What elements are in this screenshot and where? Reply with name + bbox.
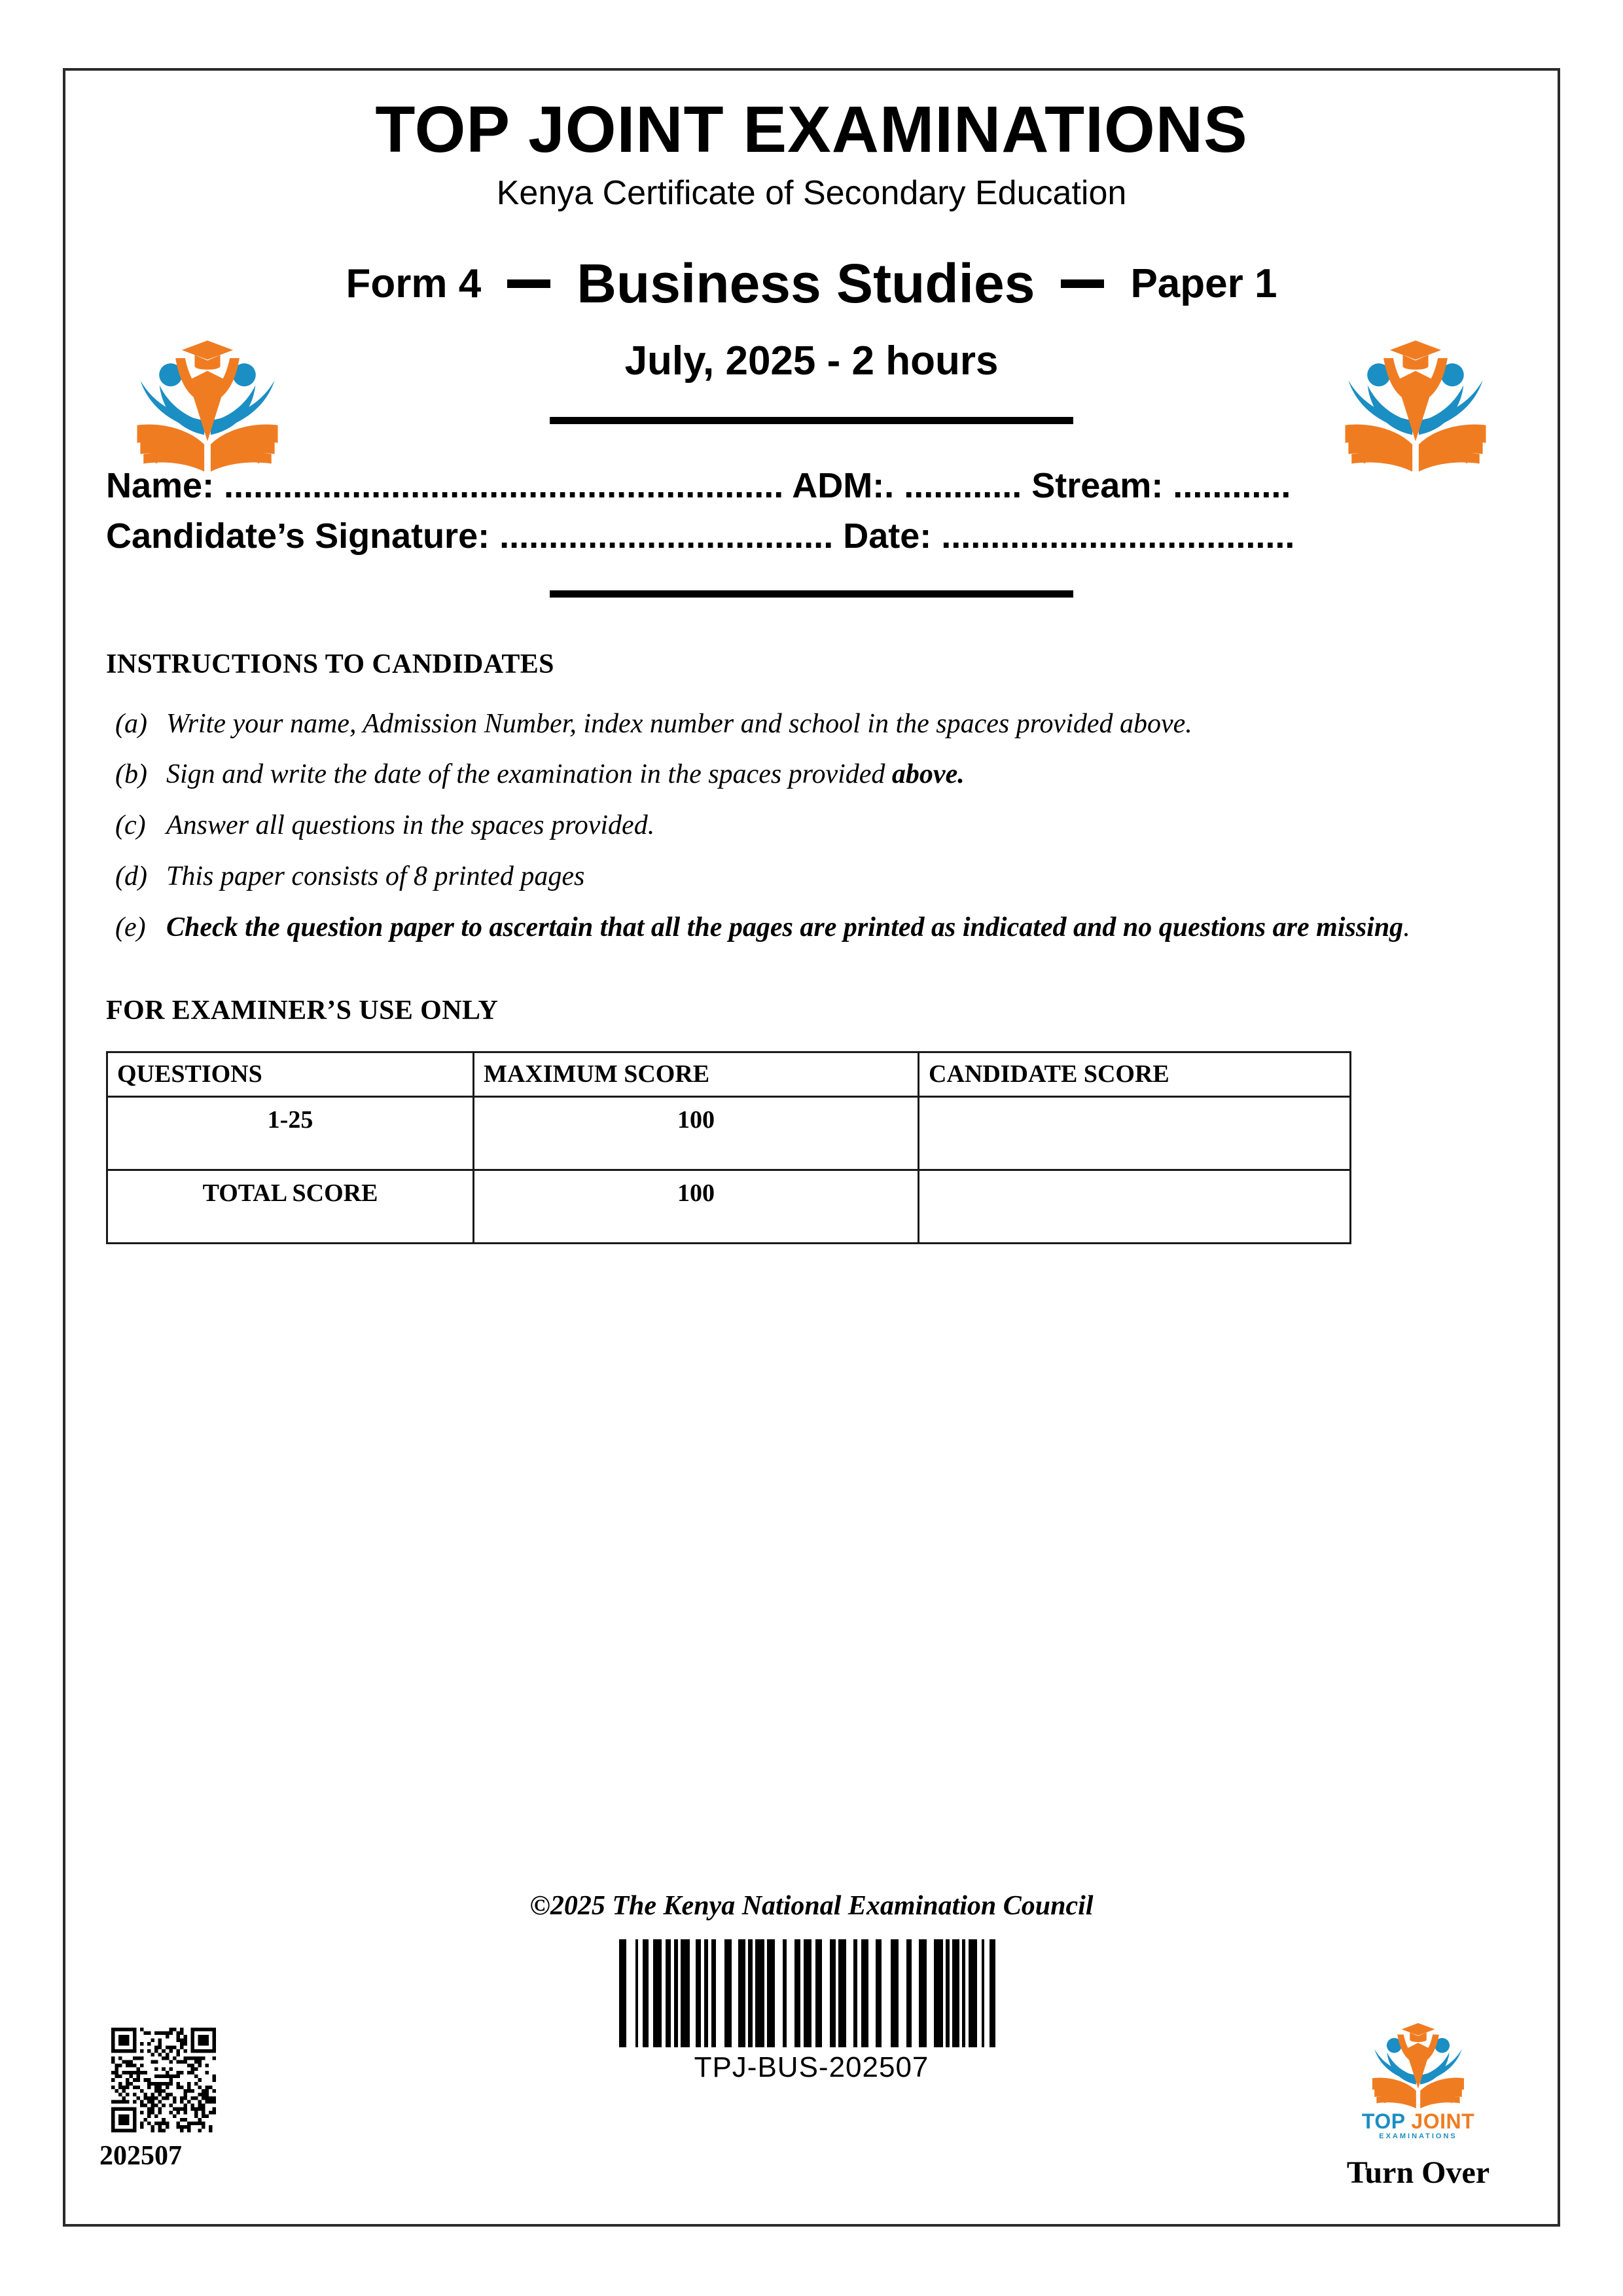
barcode-label: TPJ-BUS-202507 xyxy=(694,2051,929,2083)
barcode-icon xyxy=(582,1939,1041,2047)
form-label: Form 4 xyxy=(346,260,482,306)
column-header-questions: QUESTIONS xyxy=(107,1052,474,1096)
list-item xyxy=(106,856,1558,898)
divider-rule-bottom xyxy=(550,590,1073,598)
list-text-suffix: . xyxy=(1403,912,1410,942)
list-marker: (e) xyxy=(115,912,146,942)
list-text xyxy=(166,754,1558,796)
top-joint-logo-right xyxy=(1334,332,1497,473)
list-text-main: Sign and write the date of the examination in the spaces provided xyxy=(166,759,892,790)
table-row xyxy=(107,1170,1351,1243)
list-text: Write your name, Admission Number, index number and school in the spaces provided above. xyxy=(166,708,1192,739)
list-text xyxy=(166,907,1558,949)
instructions-list xyxy=(65,704,1558,949)
cell-total-candidate-score[interactable] xyxy=(919,1170,1351,1243)
graduate-book-icon xyxy=(1334,332,1497,473)
list-marker: (b) xyxy=(115,759,147,790)
list-marker: (c) xyxy=(115,810,146,841)
turnover-block xyxy=(1310,2018,1526,2191)
list-item xyxy=(106,754,1558,796)
cell-total-maximum-score: 100 xyxy=(474,1170,919,1243)
wordmark-joint: JOINT xyxy=(1411,2109,1475,2133)
name-adm-stream-line[interactable]: Name: ......................................................... ADM:. ............ Stream: ............ xyxy=(106,466,1291,506)
dash-separator-icon xyxy=(1061,279,1104,288)
paper-label: Paper 1 xyxy=(1130,260,1277,306)
list-marker: (a) xyxy=(115,708,147,739)
exam-date-duration: July, 2025 - 2 hours xyxy=(624,338,999,384)
copyright-notice: ©2025 The Kenya National Examination Council xyxy=(529,1891,1094,1921)
dash-separator-icon xyxy=(507,279,550,288)
graduate-book-icon xyxy=(126,332,289,473)
list-text-emphasis: above. xyxy=(891,759,965,790)
score-table xyxy=(106,1051,1351,1244)
cell-total-score-label: TOTAL SCORE xyxy=(107,1170,474,1243)
instructions-heading: INSTRUCTIONS TO CANDIDATES xyxy=(106,649,554,679)
table-row xyxy=(107,1096,1351,1170)
page-title: TOP JOINT EXAMINATIONS xyxy=(375,93,1248,166)
barcode-block xyxy=(582,1939,1041,2084)
list-text-main: Check the question paper to ascertain that all the pages are printed as indicated and no questions are missing xyxy=(166,912,1404,942)
top-joint-logo-left xyxy=(126,332,289,473)
qr-caption: 202507 xyxy=(99,2141,182,2171)
divider-rule-top xyxy=(550,417,1073,424)
qr-block xyxy=(98,2028,288,2172)
list-item xyxy=(106,704,1558,745)
subject-row xyxy=(65,247,1558,319)
column-header-maximum-score: MAXIMUM SCORE xyxy=(474,1052,919,1096)
column-header-candidate-score: CANDIDATE SCORE xyxy=(919,1052,1351,1096)
candidate-details xyxy=(65,461,1558,561)
logo-wordmark xyxy=(1310,2111,1526,2132)
cell-questions: 1-25 xyxy=(107,1096,474,1170)
cell-candidate-score[interactable] xyxy=(919,1096,1351,1170)
table-header-row xyxy=(107,1052,1351,1096)
subject-name: Business Studies xyxy=(577,252,1035,314)
exam-subtitle: Kenya Certificate of Secondary Education xyxy=(496,174,1127,212)
qr-code-icon xyxy=(111,2028,216,2132)
logo-wordmark-sub: EXAMINATIONS xyxy=(1379,2132,1457,2140)
signature-date-line[interactable]: Candidate’s Signature: .................................. Date: .................................... xyxy=(106,516,1295,556)
exam-cover-page xyxy=(63,68,1560,2227)
wordmark-top: TOP xyxy=(1361,2109,1405,2133)
list-item xyxy=(106,805,1558,847)
list-text: This paper consists of 8 printed pages xyxy=(166,861,585,892)
list-text: Answer all questions in the spaces provided. xyxy=(166,810,655,841)
turn-over-label: Turn Over xyxy=(1346,2155,1490,2190)
cell-maximum-score: 100 xyxy=(474,1096,919,1170)
list-item xyxy=(106,907,1558,949)
examiner-use-heading: FOR EXAMINER’S USE ONLY xyxy=(106,995,499,1026)
graduate-book-icon xyxy=(1361,2018,1476,2109)
list-marker: (d) xyxy=(115,861,147,892)
